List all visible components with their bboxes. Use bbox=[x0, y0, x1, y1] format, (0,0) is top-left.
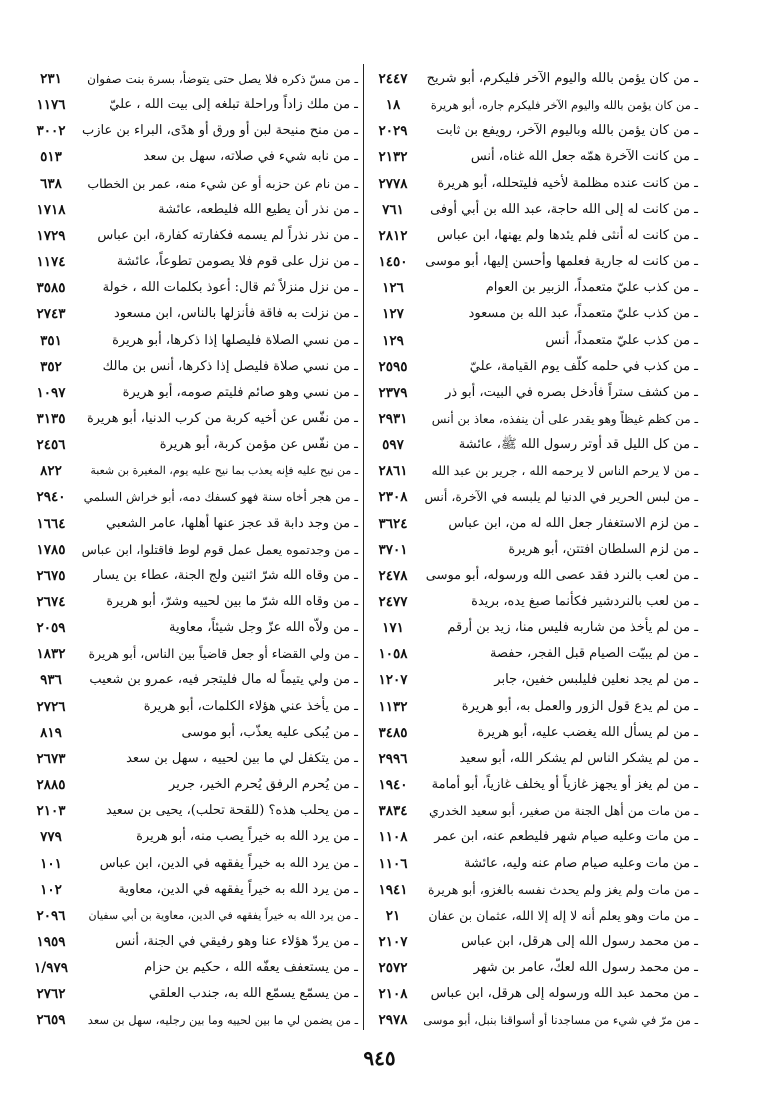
entry-text: ـ من يُبكى عليه يعذّب، أبو موسى bbox=[181, 724, 358, 740]
index-entry bbox=[22, 824, 362, 850]
index-entry bbox=[22, 955, 362, 981]
index-entry bbox=[364, 746, 702, 772]
index-entry bbox=[364, 406, 702, 432]
entry-number: ٢٦٧٤ bbox=[36, 594, 66, 610]
entry-number: ٢٨٨٥ bbox=[36, 777, 66, 794]
index-entry bbox=[364, 851, 702, 877]
index-entry bbox=[364, 511, 702, 537]
entry-text: ـ من يحلب هذه؟ (للقحة تحلب)، يحيى بن سعيد bbox=[105, 803, 358, 819]
index-entry bbox=[364, 537, 702, 563]
entry-text: ـ من كذب عليّ متعمداً، الزبير بن العوام bbox=[485, 280, 698, 296]
index-entry bbox=[22, 903, 362, 929]
index-entry bbox=[22, 929, 362, 955]
index-entry bbox=[22, 772, 362, 798]
index-entry bbox=[22, 406, 362, 432]
entry-text: ـ من كذب عليّ متعمداً، أنس bbox=[545, 332, 698, 348]
entry-text: ـ من نزل منزلاً ثم قال: أعوذ بكلمات الله ، خولة bbox=[102, 280, 358, 296]
entry-number: ١٢٩ bbox=[382, 332, 404, 349]
entry-number: ٢٠٥٩ bbox=[36, 620, 66, 637]
entry-number: ٢٤٧٧ bbox=[378, 594, 408, 610]
index-entry bbox=[364, 458, 702, 484]
entry-text: ـ من مات وهو يعلم أنه لا إله إلا الله، عثمان بن عفان bbox=[428, 907, 698, 923]
index-entry bbox=[22, 328, 362, 354]
index-entry bbox=[364, 171, 702, 197]
left-column-entries bbox=[22, 66, 362, 1034]
entry-text: ـ من نذر نذراً لم يسمه فكفارته كفارة، ابن عباس bbox=[97, 227, 358, 243]
entry-number: ١٧٨٥ bbox=[36, 541, 66, 558]
entry-text: ـ من مات وعليه صيام شهر فليطعم عنه، ابن عمر bbox=[434, 829, 698, 845]
page-number: ٩٤٥ bbox=[363, 1046, 396, 1070]
index-entry bbox=[22, 223, 362, 249]
entry-text: ـ من نيح عليه فإنه يعذب بما نيح عليه يوم، المغيرة بن شعبة bbox=[90, 464, 358, 478]
index-entry bbox=[22, 301, 362, 327]
entry-text: ـ من هجر أخاه سنة فهو كسفك دمه، أبو خراش السلمي bbox=[83, 490, 358, 505]
right-column-entries bbox=[364, 66, 702, 1034]
entry-text: ـ من منح منيحة لبن أو ورق أو هدًى، البراء بن عازب bbox=[82, 123, 358, 139]
entry-number: ١٩٥٩ bbox=[36, 933, 66, 950]
entry-number: ٢١٠٧ bbox=[378, 933, 408, 950]
entry-text: ـ من نفّس عن أخيه كربة من كرب الدنيا، أبو هريرة bbox=[86, 410, 358, 426]
index-entry bbox=[364, 144, 702, 170]
entry-text: ـ من وقاه الله شرّ ما بين لحييه وشرّ، أبو هريرة bbox=[106, 594, 358, 609]
entry-text: ـ من نزلت به فاقة فأنزلها بالناس، ابن مسعود bbox=[113, 306, 358, 322]
entry-text: ـ من كان يؤمن بالله واليوم الآخر فليكرم، أبو شريح bbox=[426, 71, 698, 86]
index-entry bbox=[22, 197, 362, 223]
entry-number: ٢٤٧٨ bbox=[378, 567, 408, 584]
index-entry bbox=[22, 118, 362, 144]
entry-number: ٣٠٠٢ bbox=[36, 123, 66, 140]
entry-number: ٢٤٥٦ bbox=[36, 437, 66, 454]
entry-number: ٢٧٦٢ bbox=[36, 986, 66, 1003]
entry-text: ـ من كانت عنده مظلمة لأخيه فليتحلله، أبو هريرة bbox=[437, 175, 698, 191]
entry-text: ـ من لم يغز أو يجهز غازياً أو يخلف غازياً، أبو أمامة bbox=[431, 777, 698, 793]
entry-number: ١١٣٢ bbox=[378, 698, 408, 715]
index-entry bbox=[364, 694, 702, 720]
index-entry bbox=[364, 328, 702, 354]
entry-number: ٢٦٧٥ bbox=[36, 567, 66, 584]
index-entry bbox=[22, 667, 362, 693]
entry-text: ـ من وجدتموه يعمل عمل قوم لوط فاقتلوا، ابن عباس bbox=[81, 541, 358, 557]
entry-number: ١٩٤١ bbox=[378, 881, 408, 898]
index-entry bbox=[364, 432, 702, 458]
entry-number: ٨١٩ bbox=[40, 724, 62, 741]
entry-text: ـ من نسي وهو صائم فليتم صومه، أبو هريرة bbox=[122, 384, 358, 400]
index-entry bbox=[22, 92, 362, 118]
entry-number: ١١٧٤ bbox=[36, 254, 66, 271]
entry-number: ١٨ bbox=[385, 97, 401, 114]
entry-number: ٣٥٨٥ bbox=[36, 280, 66, 297]
entry-number: ٣٥١ bbox=[40, 332, 62, 349]
entry-number: ١٢٠٧ bbox=[378, 672, 408, 689]
entry-text: ـ من ولي يتيماً له مال فليتجر فيه، عمرو بن شعيب bbox=[89, 672, 358, 688]
index-entry bbox=[22, 877, 362, 903]
entry-text: ـ من لم يبيّت الصيام قبل الفجر، حفصة bbox=[490, 646, 698, 662]
entry-text: ـ من كان يؤمن بالله وباليوم الآخر، رويفع بن ثابت bbox=[436, 123, 698, 139]
index-entry bbox=[22, 641, 362, 667]
entry-text: ـ من يسمّع يسمّع الله به، جندب العلقي bbox=[148, 986, 358, 1002]
entry-number: ٢٨٦١ bbox=[378, 463, 408, 480]
index-entry bbox=[364, 249, 702, 275]
entry-text: ـ من كانت له إلى الله حاجة، عبد الله بن أبي أوفى bbox=[430, 201, 698, 217]
index-entry bbox=[22, 615, 362, 641]
entry-number: ٢٩٩٦ bbox=[378, 750, 408, 767]
entry-number: ٢١٠٣ bbox=[36, 803, 66, 820]
entry-number: ٢٥٩٥ bbox=[378, 358, 408, 375]
index-entry bbox=[22, 589, 362, 615]
entry-text: ـ من يرد الله به خيراً يصب منه، أبو هريرة bbox=[136, 829, 358, 845]
entry-number: ٣٦٢٤ bbox=[378, 515, 408, 532]
entry-text: ـ من يرد الله به خيراً يفقهه في الدين، معاوية bbox=[118, 881, 358, 897]
entry-text: ـ من نسي الصلاة فليصلها إذا ذكرها، أبو هريرة bbox=[112, 332, 358, 348]
entry-text: ـ من كانت له جارية فعلمها وأحسن إليها، أبو موسى bbox=[425, 254, 698, 270]
entry-text: ـ من لم يشكر الناس لم يشكر الله، أبو سعيد bbox=[459, 750, 698, 766]
index-entry bbox=[364, 720, 702, 746]
entry-text: ـ من لم يسأل الله يغضب عليه، أبو هريرة bbox=[477, 724, 698, 740]
entry-number: ١٧٢٩ bbox=[36, 227, 66, 244]
entry-text: ـ من يرد الله به خيراً يفقهه في الدين، ابن عباس bbox=[99, 855, 358, 871]
entry-number: ٢٩٧٨ bbox=[378, 1012, 408, 1029]
index-entry bbox=[22, 249, 362, 275]
entry-text: ـ من كانت له أنثى فلم يئدها ولم يهنها، ابن عباس bbox=[436, 227, 698, 243]
index-entry bbox=[364, 589, 702, 615]
index-entry bbox=[22, 380, 362, 406]
entry-number: ٣٧٠١ bbox=[378, 541, 408, 558]
entry-number: ٢١ bbox=[385, 907, 401, 924]
index-entry bbox=[22, 354, 362, 380]
index-entry bbox=[22, 563, 362, 589]
index-entry bbox=[364, 955, 702, 981]
entry-text: ـ من يأخذ عني هؤلاء الكلمات، أبو هريرة bbox=[143, 698, 358, 714]
entry-number: ١٢٦ bbox=[382, 280, 404, 297]
index-entry bbox=[364, 1007, 702, 1033]
entry-number: ٢٤٤٧ bbox=[378, 71, 408, 87]
entry-number: ٢٦٧٣ bbox=[36, 750, 66, 767]
entry-number: ١٧١٨ bbox=[36, 201, 66, 218]
entry-number: ٢٧٢٦ bbox=[36, 698, 66, 715]
entry-number: ٢٣٧٩ bbox=[378, 384, 408, 401]
index-entry bbox=[364, 981, 702, 1007]
entry-number: ١٧١ bbox=[382, 620, 404, 637]
entry-text: ـ من لبس الحرير في الدنيا لم يلبسه في الآخرة، أنس bbox=[424, 489, 698, 505]
index-entry bbox=[364, 615, 702, 641]
entry-number: ١/٩٧٩ bbox=[34, 960, 68, 977]
entry-text: ـ من كظم غيظاً وهو يقدر على أن ينفذه، معاذ بن أنس bbox=[431, 411, 698, 426]
entry-number: ١٠١ bbox=[40, 855, 62, 872]
entry-text: ـ من مات وعليه صيام صام عنه وليه، عائشة bbox=[463, 855, 698, 871]
index-entry bbox=[22, 981, 362, 1007]
entry-number: ٧٦١ bbox=[382, 201, 404, 218]
index-entry bbox=[22, 798, 362, 824]
entry-number: ١٠٢ bbox=[40, 881, 62, 898]
entry-text: ـ من نزل على قوم فلا يصومن تطوعاً، عائشة bbox=[116, 254, 358, 270]
index-entry bbox=[22, 851, 362, 877]
index-entry bbox=[22, 66, 362, 92]
index-entry bbox=[364, 66, 702, 92]
index-entry bbox=[22, 144, 362, 170]
index-entry bbox=[364, 798, 702, 824]
entry-number: ٢١٣٢ bbox=[378, 149, 408, 166]
entry-text: ـ من يرد الله به خيراً يفقهه في الدين، معاوية بن أبي سفيان bbox=[88, 908, 358, 922]
entry-text: ـ من كانت الآخرة همّه جعل الله غناه، أنس bbox=[470, 149, 698, 165]
entry-text: ـ من مات ولم يغز ولم يحدث نفسه بالغزو، أبو هريرة bbox=[427, 881, 698, 897]
index-entry bbox=[364, 275, 702, 301]
entry-number: ٢٧٧٨ bbox=[378, 175, 408, 192]
entry-text: ـ من لم يجد نعلين فليلبس خفين، جابر bbox=[494, 672, 698, 688]
index-entry bbox=[364, 223, 702, 249]
entry-text: ـ من وجد دابة قد عجز عنها أهلها، عامر الشعبي bbox=[106, 515, 358, 531]
index-entry bbox=[364, 484, 702, 510]
entry-number: ١١٠٨ bbox=[378, 829, 408, 846]
index-entry bbox=[364, 197, 702, 223]
entry-number: ٩٣٦ bbox=[40, 672, 62, 689]
entry-text: ـ من محمد رسول الله إلى هرقل، ابن عباس bbox=[461, 933, 698, 949]
entry-text: ـ من نسي صلاة فليصل إذا ذكرها، أنس بن مالك bbox=[102, 358, 358, 374]
entry-number: ١٠٩٧ bbox=[36, 384, 66, 401]
index-entry bbox=[364, 354, 702, 380]
index-entry bbox=[364, 824, 702, 850]
entry-number: ١٠٥٨ bbox=[378, 646, 408, 663]
entry-number: ١١٧٦ bbox=[36, 97, 66, 114]
entry-text: ـ من يستعفف يعفّه الله ، حكيم بن حزام bbox=[144, 960, 358, 976]
index-entry bbox=[364, 667, 702, 693]
entry-number: ٢٦٥٩ bbox=[36, 1012, 66, 1029]
entry-number: ١٦٦٤ bbox=[36, 515, 66, 532]
entry-text: ـ من كذب في حلمه كلّف يوم القيامة، عليّ bbox=[469, 358, 698, 374]
entry-number: ٢٠٩٦ bbox=[36, 907, 66, 924]
entry-text: ـ من يضمن لي ما بين لحييه وما بين رجليه، سهل بن سعد bbox=[87, 1013, 358, 1028]
index-entry bbox=[364, 772, 702, 798]
entry-text: ـ من كشف ستراً فأدخل بصره في البيت، أبو ذر bbox=[445, 384, 698, 400]
entry-number: ٨٢٢ bbox=[40, 463, 62, 480]
entry-text: ـ من كل الليل قد أوتر رسول الله ﷺ، عائشة bbox=[458, 437, 698, 453]
entry-text: ـ من نام عن حزبه أو عن شيء منه، عمر بن الخطاب bbox=[87, 175, 358, 191]
index-entry bbox=[364, 563, 702, 589]
index-entry bbox=[22, 537, 362, 563]
entry-text: ـ من مرّ في شيء من مساجدنا أو أسواقنا بنبل، أبو موسى bbox=[423, 1013, 698, 1028]
entry-number: ١٨٣٢ bbox=[36, 646, 66, 663]
entry-text: ـ من يُحرم الرفق يُحرم الخير، جرير bbox=[169, 777, 358, 793]
entry-text: ـ من لزم الاستغفار جعل الله له من، ابن عباس bbox=[448, 515, 698, 531]
index-entry bbox=[364, 380, 702, 406]
entry-number: ٧٧٩ bbox=[40, 829, 62, 846]
entry-number: ٢١٠٨ bbox=[378, 986, 408, 1003]
entry-number: ٢٨١٢ bbox=[378, 227, 408, 244]
entry-number: ٣٨٣٤ bbox=[378, 803, 408, 820]
entry-text: ـ من لا يرحم الناس لا يرحمه الله ، جرير بن عبد الله bbox=[431, 463, 698, 479]
index-entry bbox=[364, 641, 702, 667]
entry-number: ٦٣٨ bbox=[40, 175, 62, 192]
entry-number: ٢٠٢٩ bbox=[378, 123, 408, 140]
index-entry bbox=[22, 171, 362, 197]
index-entry bbox=[22, 511, 362, 537]
entry-number: ٣٤٨٥ bbox=[378, 724, 408, 741]
index-entry bbox=[22, 746, 362, 772]
entry-number: ٢٩٤٠ bbox=[36, 489, 66, 506]
entry-text: ـ من وقاه الله شرّ اثنين ولج الجنة، عطاء بن يسار bbox=[93, 567, 358, 583]
index-entry bbox=[22, 458, 362, 484]
entry-number: ١١٠٦ bbox=[378, 855, 408, 872]
index-entry bbox=[22, 484, 362, 510]
entry-number: ٣١٣٥ bbox=[36, 410, 66, 427]
entry-text: ـ من ولاّه الله عزّ وجل شيئاً، معاوية bbox=[169, 620, 358, 636]
entry-text: ـ من يتكفل لي ما بين لحييه ، سهل بن سعد bbox=[126, 750, 358, 766]
entry-text: ـ من ولي القضاء أو جعل قاضياً بين الناس، أبو هريرة bbox=[88, 646, 358, 662]
index-entry bbox=[364, 903, 702, 929]
entry-text: ـ من مات من أهل الجنة من صغير، أبو سعيد الخدري bbox=[429, 803, 698, 819]
column-divider bbox=[363, 64, 364, 1030]
entry-text: ـ من نذر أن يطيع الله فليطعه، عائشة bbox=[158, 201, 358, 217]
entry-number: ٢٩٣١ bbox=[378, 410, 408, 427]
index-entry bbox=[22, 275, 362, 301]
index-entry bbox=[22, 720, 362, 746]
index-entry bbox=[364, 877, 702, 903]
entry-text: ـ من لعب بالنرد فقد عصى الله ورسوله، أبو موسى bbox=[425, 567, 698, 583]
entry-number: ٥١٣ bbox=[40, 149, 62, 166]
entry-text: ـ من ملك زاداً وراحلة تبلغه إلى بيت الله ، عليّ bbox=[109, 97, 358, 113]
entry-number: ٢٣٠٨ bbox=[378, 489, 408, 506]
entry-text: ـ من محمد رسول الله لعكّ، عامر بن شهر bbox=[473, 960, 698, 976]
entry-text: ـ من كذب عليّ متعمداً، عبد الله بن مسعود bbox=[468, 306, 698, 322]
index-entry bbox=[364, 301, 702, 327]
entry-text: ـ من نفّس عن مؤمن كربة، أبو هريرة bbox=[159, 437, 358, 453]
index-entry bbox=[364, 929, 702, 955]
entry-text: ـ من لم يأخذ من شاربه فليس منا، زيد بن أرقم bbox=[447, 620, 698, 636]
entry-text: ـ من لعب بالنردشير فكأنما صبغ يده، بريدة bbox=[471, 594, 698, 609]
entry-text: ـ من محمد عبد الله ورسوله إلى هرقل، ابن عباس bbox=[430, 986, 698, 1002]
index-entry bbox=[22, 432, 362, 458]
index-entry bbox=[22, 694, 362, 720]
entry-number: ٢٧٤٣ bbox=[36, 306, 66, 323]
entry-number: ١٤٥٠ bbox=[378, 254, 408, 271]
entry-text: ـ من كان يؤمن بالله واليوم الآخر فليكرم جاره، أبو هريرة bbox=[430, 98, 698, 113]
index-entry bbox=[364, 118, 702, 144]
entry-text: ـ من مسّ ذكره فلا يصل حتى يتوضأ، بسرة بنت صفوان bbox=[87, 72, 358, 86]
index-entry bbox=[22, 1007, 362, 1033]
entry-text: ـ من نابه شيء في صلاته، سهل بن سعد bbox=[143, 149, 358, 165]
entry-text: ـ من يردّ هؤلاء عنا وهو رفيقي في الجنة، أنس bbox=[115, 933, 358, 949]
entry-number: ٢٥٧٢ bbox=[378, 960, 408, 977]
entry-number: ١٢٧ bbox=[382, 306, 404, 323]
entry-number: ٢٣١ bbox=[40, 71, 62, 87]
entry-number: ١٩٤٠ bbox=[378, 777, 408, 794]
entry-number: ٥٩٧ bbox=[382, 437, 404, 454]
entry-text: ـ من لم يدع قول الزور والعمل به، أبو هريرة bbox=[461, 698, 698, 714]
entry-number: ٣٥٢ bbox=[40, 358, 62, 375]
index-entry bbox=[364, 92, 702, 118]
entry-text: ـ من لزم السلطان افتتن، أبو هريرة bbox=[508, 541, 698, 557]
